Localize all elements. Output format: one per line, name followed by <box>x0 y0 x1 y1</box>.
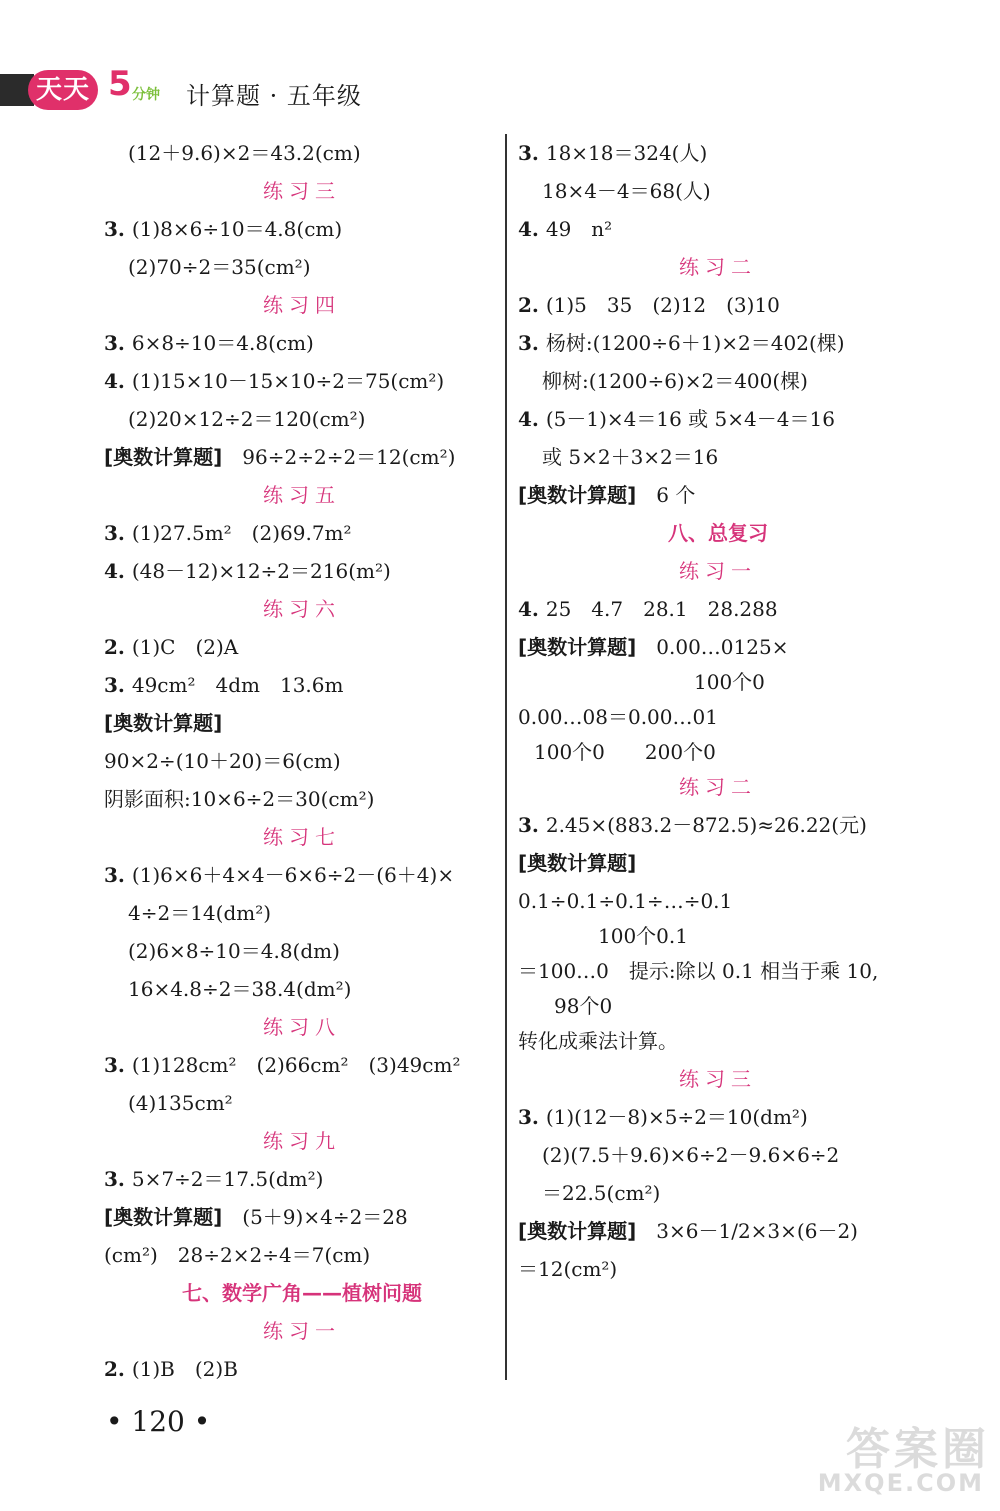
answer-text: (1)15×10－15×10÷2＝75(cm²) <box>131 369 445 393</box>
brand-fenzhong: 分钟 <box>132 87 160 103</box>
answer-line <box>104 210 500 248</box>
answer-text: 6 个 <box>636 483 696 507</box>
olympiad-line <box>518 628 918 666</box>
answer-text: (1)27.5m² (2)69.7m² <box>131 521 352 545</box>
answer-line: 0.1÷0.1÷0.1÷…÷0.1 <box>518 889 733 913</box>
question-number: 3. <box>104 521 132 545</box>
answer-text: (1)B (2)B <box>131 1357 238 1381</box>
answer-text: 49cm² 4dm 13.6m <box>131 673 344 697</box>
section-heading: 练习六 <box>263 597 341 621</box>
answer-line <box>104 628 500 666</box>
answer-line: 16×4.8÷2＝38.4(dm²) <box>128 977 352 1001</box>
olympiad-line <box>104 1198 500 1236</box>
section-heading: 练习二 <box>679 775 757 799</box>
answer-text: (1)5 35 (2)12 (3)10 <box>545 293 780 317</box>
answer-line <box>104 514 500 552</box>
brace-label: 100个0.1 <box>598 924 688 948</box>
page-number: • 120 • <box>106 1405 211 1438</box>
question-number: 3. <box>518 141 546 165</box>
answer-line: 90×2÷(10＋20)＝6(cm) <box>104 749 341 773</box>
answer-line: ＝12(cm²) <box>518 1257 618 1281</box>
answer-text: 3×6－1/2×3×(6－2) <box>636 1219 858 1243</box>
answer-line <box>518 806 918 844</box>
brace-label: 100个0 200个0 <box>534 740 716 764</box>
answer-line: (2)70÷2＝35(cm²) <box>128 255 311 279</box>
section-heading: 练习五 <box>263 483 341 507</box>
section-heading: 练习七 <box>263 825 341 849</box>
answer-line: 0.00…08＝0.00…01 <box>518 705 718 729</box>
answer-line: 4÷2＝14(dm²) <box>128 901 272 925</box>
answer-text: 5×7÷2＝17.5(dm²) <box>131 1167 324 1191</box>
question-number: 2. <box>518 293 546 317</box>
chapter-heading: 八、总复习 <box>668 521 768 545</box>
question-number: 3. <box>104 1167 132 1191</box>
olympiad-label: [奥数计算题] <box>518 1219 637 1243</box>
section-heading: 练习二 <box>679 255 757 279</box>
answer-text: 2.45×(883.2－872.5)≈26.22(元) <box>545 813 867 837</box>
brace-label: 98个0 <box>554 994 613 1018</box>
answer-line: (12＋9.6)×2＝43.2(cm) <box>128 141 361 165</box>
answer-line: 或 5×2＋3×2＝16 <box>542 445 719 469</box>
answer-text: (5＋9)×4÷2＝28 <box>222 1205 408 1229</box>
question-number: 3. <box>518 1105 546 1129</box>
question-number: 2. <box>104 1357 132 1381</box>
question-number: 3. <box>104 331 132 355</box>
olympiad-label: [奥数计算题] <box>104 1205 223 1229</box>
olympiad-label: [奥数计算题] <box>104 711 223 735</box>
answer-text: 6×8÷10＝4.8(cm) <box>131 331 314 355</box>
olympiad-line <box>518 844 918 882</box>
answer-line: (2)6×8÷10＝4.8(dm) <box>128 939 340 963</box>
answer-line: 转化成乘法计算。 <box>518 1029 678 1053</box>
answer-text: 0.00…0125× <box>636 635 789 659</box>
watermark-cn: 答案圈 <box>846 1424 990 1475</box>
olympiad-line <box>104 438 500 476</box>
answer-text: 18×18＝324(人) <box>545 141 708 165</box>
section-heading: 练习三 <box>263 179 341 203</box>
section-heading: 练习四 <box>263 293 341 317</box>
question-number: 3. <box>104 673 132 697</box>
watermark-en: MXQE.COM <box>817 1469 984 1497</box>
answer-line <box>104 666 500 704</box>
answer-text: 25 4.7 28.1 28.288 <box>545 597 778 621</box>
section-heading: 练习九 <box>263 1129 341 1153</box>
question-number: 4. <box>518 597 546 621</box>
answer-text: 96÷2÷2÷2＝12(cm²) <box>222 445 456 469</box>
question-number: 3. <box>104 863 132 887</box>
question-number: 4. <box>518 407 546 431</box>
answer-line <box>104 856 500 894</box>
book-title: 计算题 · 五年级 <box>186 82 362 110</box>
answer-line: 阴影面积:10×6÷2＝30(cm²) <box>104 787 375 811</box>
answer-line <box>518 324 918 362</box>
olympiad-label: [奥数计算题] <box>518 851 637 875</box>
olympiad-line <box>104 704 500 742</box>
section-heading: 练习一 <box>263 1319 341 1343</box>
question-number: 4. <box>518 217 546 241</box>
watermark <box>790 1413 990 1503</box>
question-number: 3. <box>104 1053 132 1077</box>
section-heading: 练习一 <box>679 559 757 583</box>
answer-line: 18×4－4＝68(人) <box>542 179 711 203</box>
answer-text: 49 n² <box>545 217 613 241</box>
olympiad-line <box>518 1212 918 1250</box>
olympiad-label: [奥数计算题] <box>104 445 223 469</box>
question-number: 3. <box>104 217 132 241</box>
question-number: 2. <box>104 635 132 659</box>
brace-label: 100个0 <box>694 670 765 694</box>
answer-line <box>104 552 500 590</box>
answer-line: (2)20×12÷2＝120(cm²) <box>128 407 366 431</box>
answer-text: (1)C (2)A <box>131 635 239 659</box>
brand-five: 5 <box>108 64 132 104</box>
answer-line: ＝100…0 提示:除以 0.1 相当于乘 10, <box>518 959 879 983</box>
answer-line <box>104 324 500 362</box>
answer-line <box>104 1160 500 1198</box>
olympiad-line <box>518 476 918 514</box>
question-number: 4. <box>104 559 132 583</box>
section-heading: 练习三 <box>679 1067 757 1091</box>
answer-line <box>104 1046 500 1084</box>
answer-line: 柳树:(1200÷6)×2＝400(棵) <box>542 369 808 393</box>
answer-line <box>518 210 918 248</box>
page-header <box>0 64 520 120</box>
answer-line: (2)(7.5＋9.6)×6÷2－9.6×6÷2 <box>542 1143 840 1167</box>
section-heading: 练习八 <box>263 1015 341 1039</box>
answer-line <box>518 134 918 172</box>
olympiad-label: [奥数计算题] <box>518 635 637 659</box>
answer-text: (48－12)×12÷2＝216(m²) <box>131 559 391 583</box>
answer-line: (cm²) 28÷2×2÷4＝7(cm) <box>104 1243 371 1267</box>
answer-line <box>518 400 918 438</box>
chapter-heading: 七、数学广角——植树问题 <box>182 1281 422 1305</box>
answer-line <box>518 286 918 324</box>
answer-text: 杨树:(1200÷6＋1)×2＝402(棵) <box>545 331 845 355</box>
column-divider <box>505 134 507 1380</box>
answer-text: (5－1)×4＝16 或 5×4－4＝16 <box>545 407 835 431</box>
answer-text: (1)128cm² (2)66cm² (3)49cm² <box>131 1053 461 1077</box>
answer-line <box>518 1098 918 1136</box>
left-column <box>104 134 500 1388</box>
brand-badge: 天天 <box>28 70 98 110</box>
answer-text: (1)(12－8)×5÷2＝10(dm²) <box>545 1105 808 1129</box>
question-number: 3. <box>518 331 546 355</box>
olympiad-label: [奥数计算题] <box>518 483 637 507</box>
answer-line: ＝22.5(cm²) <box>542 1181 661 1205</box>
answer-line <box>104 1350 500 1388</box>
answer-line <box>518 590 918 628</box>
right-column <box>518 134 918 1288</box>
question-number: 3. <box>518 813 546 837</box>
question-number: 4. <box>104 369 132 393</box>
answer-text: (1)6×6＋4×4－6×6÷2－(6＋4)× <box>131 863 455 887</box>
answer-line <box>104 362 500 400</box>
answer-line: (4)135cm² <box>128 1091 233 1115</box>
answer-text: (1)8×6÷10＝4.8(cm) <box>131 217 343 241</box>
